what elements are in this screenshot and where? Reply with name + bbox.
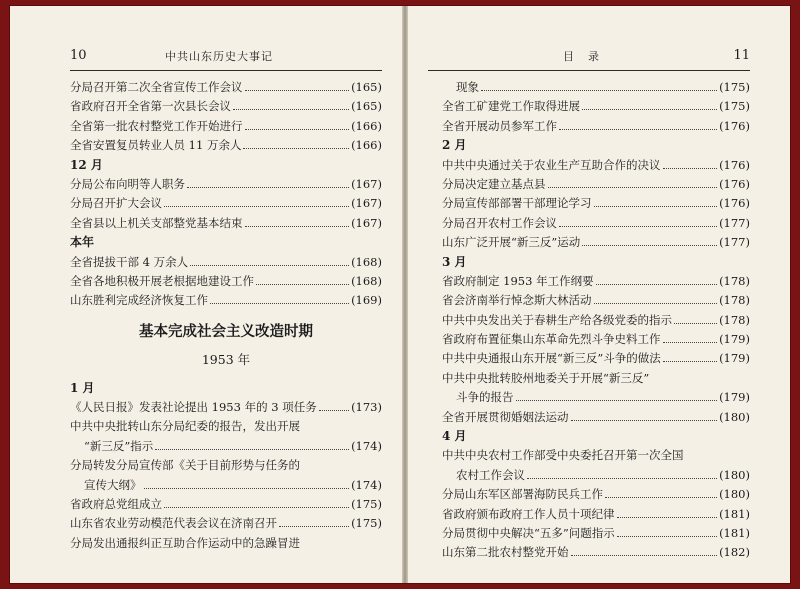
toc-entry: [442, 349, 750, 368]
leader-dots: [210, 291, 349, 304]
toc-entry: [70, 272, 382, 291]
toc-entry-title: 中共中央农村工作部受中央委托召开第一次全国: [442, 448, 684, 463]
toc-entry-page: (167): [351, 176, 382, 191]
leader-dots: [596, 272, 717, 285]
toc-entry-page: (181): [719, 506, 750, 521]
toc-entry-page: (180): [719, 487, 750, 502]
leader-dots: [617, 524, 717, 537]
leader-dots: [617, 505, 718, 518]
toc-entry-page: (167): [351, 215, 382, 230]
toc-entry-page: (168): [351, 273, 382, 288]
leader-dots: [233, 97, 349, 110]
toc-entry: [442, 388, 750, 407]
left-toc-bottom: [70, 379, 382, 554]
leader-dots: [663, 349, 717, 362]
leader-dots: [559, 117, 717, 130]
toc-entry-title: 全省安置复员转业人员 11 万余人: [70, 138, 242, 153]
toc-entry-title: 中共中央批转胶州地委关于开展“新三反”: [442, 370, 650, 385]
toc-entry: [442, 524, 750, 543]
leader-dots: [663, 156, 718, 169]
toc-entry: [442, 369, 750, 388]
leader-dots: [187, 175, 349, 188]
toc-entry: [70, 417, 382, 436]
toc-entry-title: 现象: [456, 80, 479, 94]
toc-entry: [70, 136, 382, 155]
toc-entry: [70, 534, 382, 553]
toc-entry: [70, 78, 382, 97]
toc-entry-title: 中共中央通过关于农业生产互助合作的决议: [442, 157, 661, 172]
toc-entry-title: 斗争的报告: [456, 390, 514, 405]
toc-entry: [442, 466, 750, 485]
toc-entry: [70, 495, 382, 514]
toc-entry-title: 山东胜利完成经济恢复工作: [70, 293, 208, 308]
leader-dots: [582, 233, 717, 246]
toc-entry-title: 全省提拔干部 4 万余人: [70, 254, 189, 269]
month-heading: 12 月: [70, 157, 103, 172]
left-running-title: 中共山东历史大事记: [165, 50, 273, 63]
toc-entry-page: (169): [351, 293, 382, 308]
leader-dots: [594, 194, 718, 207]
left-header: [70, 48, 382, 68]
toc-entry: [442, 97, 750, 116]
toc-entry: [70, 117, 382, 136]
toc-entry-page: (177): [719, 215, 750, 230]
right-page-number: 11: [733, 48, 750, 63]
month-heading: 4 月: [442, 429, 467, 444]
right-header-rule: [428, 70, 750, 71]
toc-entry: [442, 505, 750, 524]
toc-entry-page: (179): [719, 390, 750, 405]
toc-entry-title: 分局召开第二次全省宣传工作会议: [70, 80, 243, 94]
toc-entry: [70, 214, 382, 233]
leader-dots: [605, 485, 717, 498]
left-header-rule: [70, 70, 382, 71]
toc-entry-page: (165): [351, 80, 382, 94]
toc-entry-title: 宣传大纲》: [84, 477, 142, 492]
toc-entry-page: (182): [719, 545, 750, 560]
toc-entry-page: (176): [719, 176, 750, 191]
toc-entry-title: 全省工矿建党工作取得进展: [442, 99, 580, 114]
leader-dots: [674, 311, 717, 324]
leader-dots: [559, 214, 717, 227]
toc-entry-page: (176): [719, 157, 750, 172]
left-toc-list: [70, 78, 382, 553]
leader-dots: [663, 330, 718, 343]
toc-entry: [442, 291, 750, 310]
toc-entry: [70, 253, 382, 272]
toc-entry-page: (168): [351, 254, 382, 269]
leader-dots: [279, 514, 349, 527]
left-page-number: 10: [70, 48, 87, 63]
toc-entry: [70, 194, 382, 213]
toc-entry-page: (177): [719, 235, 750, 250]
month-heading: 本年: [70, 235, 95, 250]
toc-entry: [70, 398, 382, 417]
toc-entry-title: 分局贯彻中央解决“五多”问题指示: [442, 525, 615, 540]
toc-entry-title: 全省各地积极开展老根据地建设工作: [70, 273, 254, 288]
leader-dots: [594, 291, 718, 304]
toc-entry-page: (167): [351, 196, 382, 211]
toc-entry-page: (175): [351, 497, 382, 512]
toc-entry: [70, 175, 382, 194]
toc-entry-title: 山东广泛开展“新三反”运动: [442, 235, 581, 250]
toc-entry-title: 分局山东军区部署海防民兵工作: [442, 487, 603, 502]
right-toc-list: [442, 78, 750, 563]
toc-entry: [442, 272, 750, 291]
toc-entry-title: 省政府颁布政府工作人员十项纪律: [442, 506, 615, 521]
leader-dots: [243, 136, 349, 149]
toc-entry: [70, 291, 382, 310]
toc-entry: [442, 78, 750, 97]
month-heading: 3 月: [442, 254, 467, 269]
toc-entry-title: 山东省农业劳动模范代表会议在济南召开: [70, 516, 277, 531]
leader-dots: [256, 272, 349, 285]
toc-entry-page: (174): [351, 438, 382, 453]
toc-entry-page: (166): [351, 138, 382, 153]
toc-entry: [442, 117, 750, 136]
leader-dots: [481, 78, 717, 91]
leader-dots: [245, 78, 350, 91]
leader-dots: [164, 495, 349, 508]
toc-entry-page: (173): [351, 400, 382, 415]
year-title: 1953 年: [201, 351, 251, 367]
toc-entry-page: (165): [351, 99, 382, 114]
leader-dots: [548, 175, 718, 188]
toc-entry-title: 省政府召开全省第一次县长会议: [70, 99, 231, 114]
right-header: [428, 48, 750, 68]
leader-dots: [190, 253, 349, 266]
right-running-title: 目录: [563, 50, 613, 63]
toc-entry-page: (166): [351, 118, 382, 133]
toc-entry: [442, 175, 750, 194]
left-page: [10, 6, 402, 583]
toc-entry-title: 分局决定建立基点县: [442, 176, 546, 191]
toc-entry-title: 省政府制定 1953 年工作纲要: [442, 273, 594, 288]
toc-entry-title: 全省开展贯彻婚姻法运动: [442, 409, 569, 424]
leader-dots: [582, 97, 717, 110]
toc-entry-title: 全省开展动员参军工作: [442, 118, 557, 133]
leader-dots: [155, 437, 349, 450]
toc-entry: [70, 476, 382, 495]
toc-entry-page: (175): [719, 80, 750, 94]
toc-entry: [442, 311, 750, 330]
toc-entry-title: 中共中央批转山东分局纪委的报告，发出开展: [70, 419, 300, 434]
toc-entry: [442, 543, 750, 562]
chapter-title: 基本完成社会主义改造时期: [139, 322, 313, 340]
toc-entry: [70, 437, 382, 456]
left-toc-top: [70, 78, 382, 311]
toc-entry-title: 中共中央通报山东开展“新三反”斗争的做法: [442, 351, 661, 366]
toc-entry-title: 省政府布置征集山东革命先烈斗争史料工作: [442, 332, 661, 347]
toc-entry-page: (175): [351, 516, 382, 531]
right-toc-entries: [442, 78, 750, 563]
toc-entry: [70, 456, 382, 475]
toc-entry-page: (181): [719, 525, 750, 540]
toc-entry-title: 分局转发分局宣传部《关于目前形势与任务的: [70, 458, 300, 473]
leader-dots: [245, 117, 350, 130]
toc-entry: [442, 194, 750, 213]
toc-entry-page: (179): [719, 332, 750, 347]
toc-entry: [442, 233, 750, 252]
toc-entry-title: 分局召开农村工作会议: [442, 215, 557, 230]
toc-entry: [442, 214, 750, 233]
leader-dots: [245, 214, 350, 227]
toc-entry-title: “新三反”指示: [84, 438, 154, 453]
toc-entry-page: (176): [719, 196, 750, 211]
toc-entry-title: 分局公布向明等人职务: [70, 176, 185, 191]
toc-entry-page: (178): [719, 273, 750, 288]
toc-entry-title: 全省第一批农村整党工作开始进行: [70, 118, 243, 133]
toc-entry: [442, 408, 750, 427]
leader-dots: [516, 388, 718, 401]
leader-dots: [571, 408, 718, 421]
toc-entry-title: 中共中央发出关于春耕生产给各级党委的指示: [442, 312, 672, 327]
toc-entry-page: (179): [719, 351, 750, 366]
toc-entry-title: 省政府总党组成立: [70, 497, 162, 512]
toc-entry-page: (176): [719, 118, 750, 133]
leader-dots: [571, 543, 718, 556]
toc-entry-page: (178): [719, 293, 750, 308]
toc-entry: [70, 514, 382, 533]
toc-entry: [70, 97, 382, 116]
toc-entry: [442, 156, 750, 175]
toc-entry-title: 分局宣传部部署干部理论学习: [442, 196, 592, 211]
right-page: [408, 6, 790, 583]
leader-dots: [164, 194, 349, 207]
toc-entry-title: 分局发出通报纠正互助合作运动中的急躁冒进: [70, 535, 300, 550]
toc-entry: [442, 446, 750, 465]
toc-entry-page: (175): [719, 99, 750, 114]
toc-entry: [442, 330, 750, 349]
toc-entry-title: 山东第二批农村整党开始: [442, 545, 569, 560]
toc-entry-title: 《人民日报》发表社论提出 1953 年的 3 项任务: [70, 400, 317, 415]
book-spread: [10, 6, 790, 583]
toc-entry: [442, 485, 750, 504]
toc-entry-page: (174): [351, 477, 382, 492]
leader-dots: [319, 398, 349, 411]
month-heading: 1 月: [70, 380, 95, 395]
leader-dots: [144, 476, 350, 489]
toc-entry-title: 全省县以上机关支部整党基本结束: [70, 215, 243, 230]
toc-entry-title: 农村工作会议: [456, 467, 525, 482]
toc-entry-title: 分局召开扩大会议: [70, 196, 162, 211]
month-heading: 2 月: [442, 138, 467, 153]
leader-dots: [527, 466, 717, 479]
toc-entry-page: (180): [719, 467, 750, 482]
toc-entry-page: (178): [719, 312, 750, 327]
toc-entry-page: (180): [719, 409, 750, 424]
toc-entry-title: 省会济南举行悼念斯大林活动: [442, 293, 592, 308]
